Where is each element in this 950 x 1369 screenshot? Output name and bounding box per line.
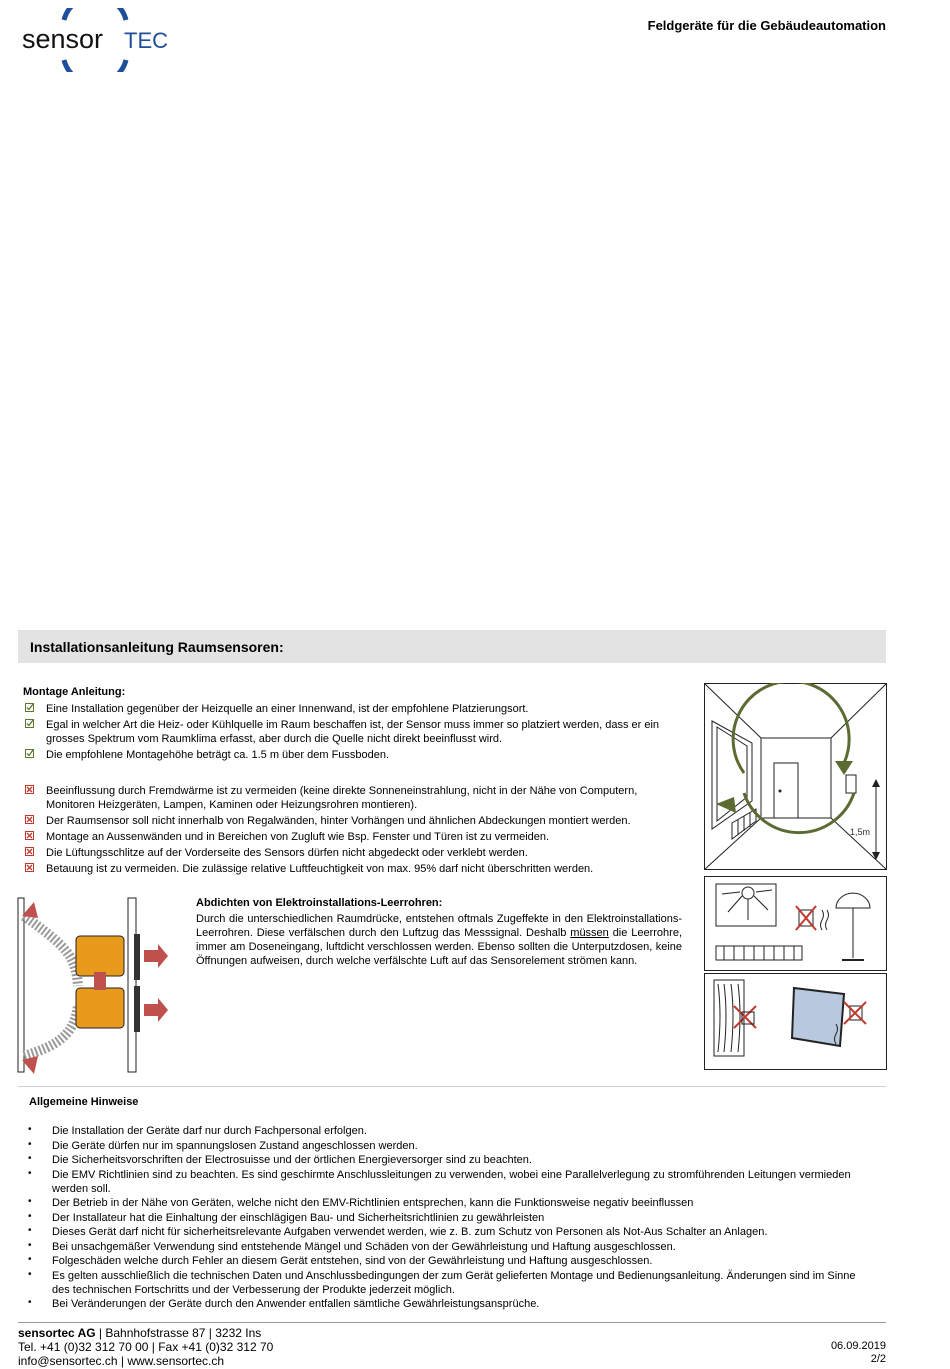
hinweise-item-text: Es gelten ausschließlich die technischen Daten und Anschlussbedingungen der zum Gerät gelieferten Montage und Bedienungsanleitung. Änderungen sind im Sinne des technischen Fortschritts und der Verbesserung der Produkte jederzeit möglich. bbox=[52, 1269, 856, 1296]
hinweise-item bbox=[24, 1225, 869, 1239]
bullet-icon: • bbox=[28, 1167, 32, 1179]
negative-item-text: Betauung ist zu vermeiden. Die zulässige relative Luftfeuchtigkeit von max. 95% darf nicht überschritten werden. bbox=[46, 863, 594, 875]
footer-web[interactable]: info@sensortec.ch | www.sensortec.ch bbox=[18, 1354, 225, 1368]
hinweise-item-text: Dieses Gerät darf nicht für sicherheitsrelevante Aufgaben verwendet werden, wie z. B. zum Schutz von Personen als Not-Aus Schalter an Anlagen. bbox=[52, 1226, 768, 1238]
bullet-icon: • bbox=[28, 1138, 32, 1150]
footer-address bbox=[18, 1326, 261, 1340]
hinweise-item bbox=[24, 1211, 869, 1225]
header-title: Feldgeräte für die Gebäudeautomation bbox=[647, 18, 886, 33]
hinweise-item bbox=[24, 1196, 869, 1210]
hinweise-item bbox=[24, 1153, 869, 1167]
height-label: 1,5m bbox=[850, 827, 871, 837]
sensortec-logo bbox=[22, 8, 172, 72]
hinweise-item bbox=[24, 1139, 869, 1153]
negative-item bbox=[23, 846, 685, 860]
bullet-icon: • bbox=[28, 1297, 32, 1308]
abdichten-paragraph bbox=[196, 912, 682, 968]
bullet-icon: • bbox=[28, 1153, 32, 1164]
negative-item bbox=[23, 814, 685, 828]
checkbox-checked-icon bbox=[25, 719, 34, 728]
hinweise-item bbox=[24, 1124, 869, 1138]
negative-item-text: Montage an Aussenwänden und in Bereichen von Zugluft wie Bsp. Fenster und Türen ist zu vermeiden. bbox=[46, 831, 550, 843]
footer-date: 06.09.2019 bbox=[830, 1340, 886, 1352]
hinweise-item-text: Bei Veränderungen der Geräte durch den Anwender entfallen sämtliche Gewährleistungsansprüche. bbox=[52, 1298, 540, 1310]
abdichten-body bbox=[196, 912, 682, 968]
bullet-icon: • bbox=[28, 1254, 32, 1265]
positive-list bbox=[23, 702, 685, 764]
hinweise-item-text: Bei unsachgemäßer Verwendung sind entstehende Mängel und Schäden von der Gewährleistung und Haftung ausgeschlossen. bbox=[52, 1240, 676, 1253]
logo-text-tec: TEC bbox=[124, 28, 168, 53]
abdichten-text-emphasis: müssen bbox=[570, 927, 609, 939]
bullet-icon: • bbox=[28, 1225, 32, 1236]
hinweise-list bbox=[24, 1124, 869, 1312]
positive-item-text: Eine Installation gegenüber der Heizquelle an einer Innenwand, ist der empfohlene Platzierungsort. bbox=[46, 703, 529, 715]
negative-item bbox=[23, 862, 685, 876]
negative-item bbox=[23, 784, 685, 812]
hinweise-item-text: Die EMV Richtlinien sind zu beachten. Es sind geschirmte Anschlussleitungen zu verwenden, wobei eine Parallelverlegung zu stromführenden Leitungen vermieden werden soll. bbox=[52, 1168, 851, 1195]
bullet-icon: • bbox=[28, 1210, 32, 1222]
bullet-icon: • bbox=[28, 1239, 32, 1251]
positive-item bbox=[23, 748, 685, 762]
hinweise-heading: Allgemeine Hinweise bbox=[29, 1096, 139, 1108]
bullet-icon: • bbox=[28, 1196, 32, 1207]
checkbox-checked-icon bbox=[25, 703, 34, 712]
wall-conduit-illustration bbox=[16, 896, 191, 1074]
abdichten-heading: Abdichten von Elektroinstallations-Leerrohren: bbox=[196, 897, 443, 909]
hinweise-item bbox=[24, 1254, 869, 1268]
footer-address-rest: | Bahnhofstrasse 87 | 3232 Ins bbox=[95, 1326, 262, 1340]
positive-item bbox=[23, 702, 685, 716]
bullet-icon: • bbox=[28, 1124, 32, 1135]
checkbox-crossed-icon bbox=[25, 785, 34, 794]
footer-page-number: 2/2 bbox=[870, 1353, 886, 1365]
hinweise-item-text: Die Installation der Geräte darf nur durch Fachpersonal erfolgen. bbox=[52, 1125, 367, 1137]
negative-list bbox=[23, 784, 685, 878]
checkbox-crossed-icon bbox=[25, 831, 34, 840]
footer-company: sensortec AG bbox=[18, 1326, 96, 1340]
hinweise-item-text: Die Sicherheitsvorschriften der Electrosuisse und der örtlichen Energieversorger sind zu beachten. bbox=[52, 1154, 532, 1166]
hinweise-item-text: Der Installateur hat die Einhaltung der einschlägigen Bau- und Sicherheitsrichtlinien zu gewährleisten bbox=[52, 1211, 545, 1224]
checkbox-checked-icon bbox=[25, 749, 34, 758]
hinweise-item-text: Der Betrieb in der Nähe von Geräten, welche nicht den EMV-Richtlinien entsprechen, kann die Funktionsweise negativ beeinflussen bbox=[52, 1197, 694, 1209]
abdichten-text-part2: die Leerrohre, immer am Doseneingang, luftdicht verschlossen werden. Ebenso sollten die Unterputzdosen, keine Öffnungen aufweisen, durch welche verfälschte Luft auf das Sensorelement strömen kann. bbox=[196, 927, 683, 967]
bullet-icon: • bbox=[28, 1268, 32, 1280]
section-title: Installationsanleitung Raumsensoren: bbox=[30, 639, 284, 655]
placement-pictograms bbox=[704, 876, 887, 1071]
footer-divider bbox=[18, 1322, 886, 1323]
negative-item-text: Die Lüftungsschlitze auf der Vorderseite des Sensors dürfen nicht abgedeckt oder verklebt werden. bbox=[46, 847, 528, 859]
footer-phone: Tel. +41 (0)32 312 70 00 | Fax +41 (0)32 312 70 bbox=[18, 1340, 274, 1354]
negative-item bbox=[23, 830, 685, 844]
negative-item-text: Der Raumsensor soll nicht innerhalb von Regalwänden, hinter Vorhängen und ähnlichen Abdeckungen montiert werden. bbox=[46, 815, 631, 827]
positive-item-text: Die empfohlene Montagehöhe beträgt ca. 1.5 m über dem Fussboden. bbox=[46, 749, 390, 761]
positive-item bbox=[23, 718, 685, 746]
hinweise-item bbox=[24, 1269, 869, 1297]
hinweise-item-text: Folgeschäden welche durch Fehler an diesem Gerät entstehen, sind von der Gewährleistung und Haftung ausgeschlossen. bbox=[52, 1255, 653, 1267]
checkbox-crossed-icon bbox=[25, 815, 34, 824]
checkbox-crossed-icon bbox=[25, 863, 34, 872]
positive-item-text: Egal in welcher Art die Heiz- oder Kühlquelle im Raum beschaffen ist, der Sensor muss immer so platziert werden, dass er ein grosses Spektrum vom Raumklima erfasst, aber durch die Quelle nicht direkt beeinflusst wird. bbox=[46, 719, 660, 745]
negative-item-text: Beeinflussung durch Fremdwärme ist zu vermeiden (keine direkte Sonneneinstrahlung, nicht in der Nähe von Computern, Monitoren Heizgeräten, Lampen, Kaminen oder Heizungsrohren montieren). bbox=[46, 785, 638, 811]
montage-heading: Montage Anleitung: bbox=[23, 686, 126, 698]
hinweise-item-text: Die Geräte dürfen nur im spannungslosen Zustand angeschlossen werden. bbox=[52, 1139, 418, 1152]
hinweise-item bbox=[24, 1168, 869, 1196]
room-placement-illustration bbox=[704, 683, 887, 870]
checkbox-crossed-icon bbox=[25, 847, 34, 856]
logo-text-sensor: sensor bbox=[22, 24, 104, 54]
hinweise-item bbox=[24, 1240, 869, 1254]
hinweise-item bbox=[24, 1297, 869, 1311]
abdichten-text-part1: Durch die unterschiedlichen Raumdrücke, entstehen oftmals Zugeffekte in den Elektroinstallations-Leerrohren. Diese verfälschen durch den Luftzug das Messsignal. Deshalb bbox=[196, 913, 682, 939]
section-divider bbox=[18, 1086, 886, 1087]
